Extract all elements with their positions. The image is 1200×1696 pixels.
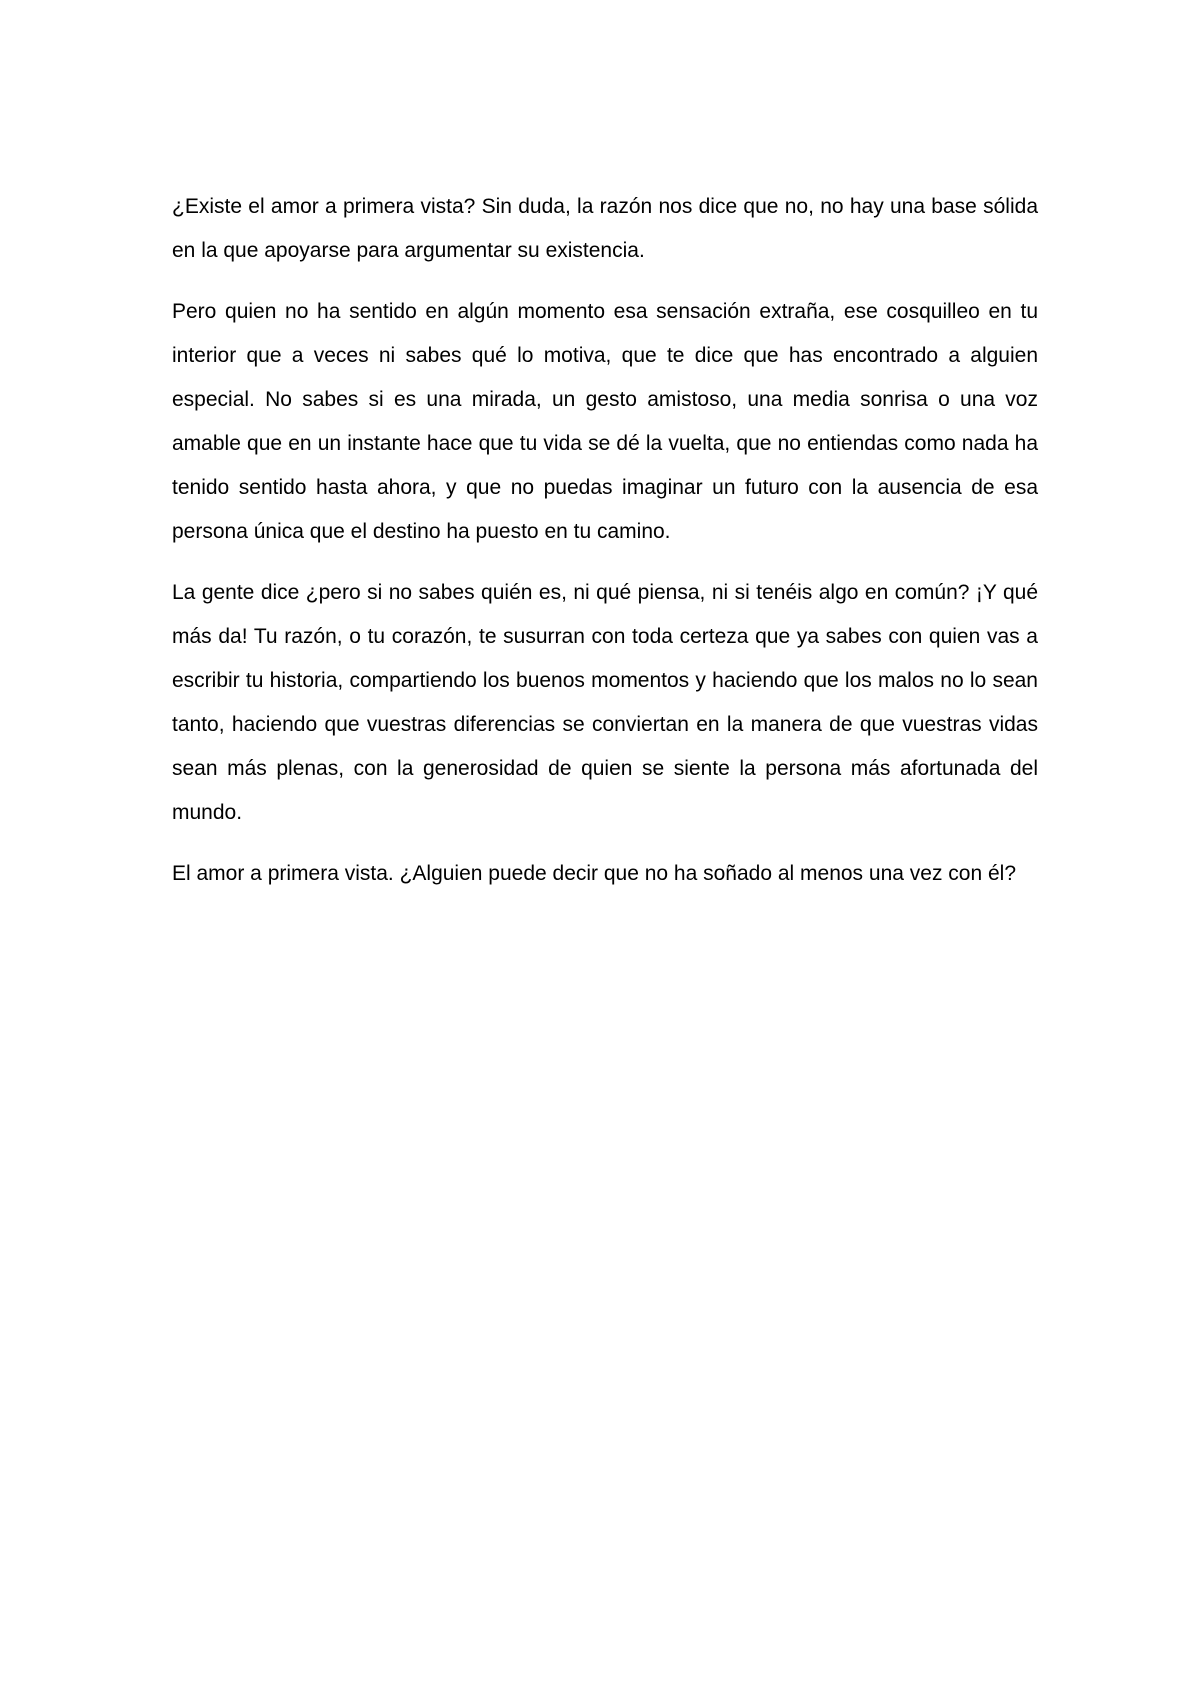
- paragraph-4: El amor a primera vista. ¿Alguien puede decir que no ha soñado al menos una vez con él?: [172, 862, 1016, 885]
- paragraph-3: La gente dice ¿pero si no sabes quién es, ni qué piensa, ni si tenéis algo en común? ¡Y qué más da! Tu razón, o tu corazón, te susurran con toda certeza que ya sabes con quien vas a escribir tu historia, compartiendo los buenos momentos y haciendo que los malos no lo sean tanto, haciendo que vuestras diferencias se conviertan en la manera de que vuestras vidas sean más plenas, con la generosidad de quien se siente la persona más afortunada del mundo.: [172, 581, 1038, 824]
- paragraph-2: Pero quien no ha sentido en algún momento esa sensación extraña, ese cosquilleo en tu interior que a veces ni sabes qué lo motiva, que te dice que has encontrado a alguien especial. No sabes si es una mirada, un gesto amistoso, una media sonrisa o una voz amable que en un instante hace que tu vida se dé la vuelta, que no entiendas como nada ha tenido sentido hasta ahora, y que no puedas imaginar un futuro con la ausencia de esa persona única que el destino ha puesto en tu camino.: [172, 300, 1038, 543]
- paragraph-1: ¿Existe el amor a primera vista? Sin duda, la razón nos dice que no, no hay una base sólida en la que apoyarse para argumentar su existencia.: [172, 195, 1038, 262]
- document-body: [172, 185, 1038, 913]
